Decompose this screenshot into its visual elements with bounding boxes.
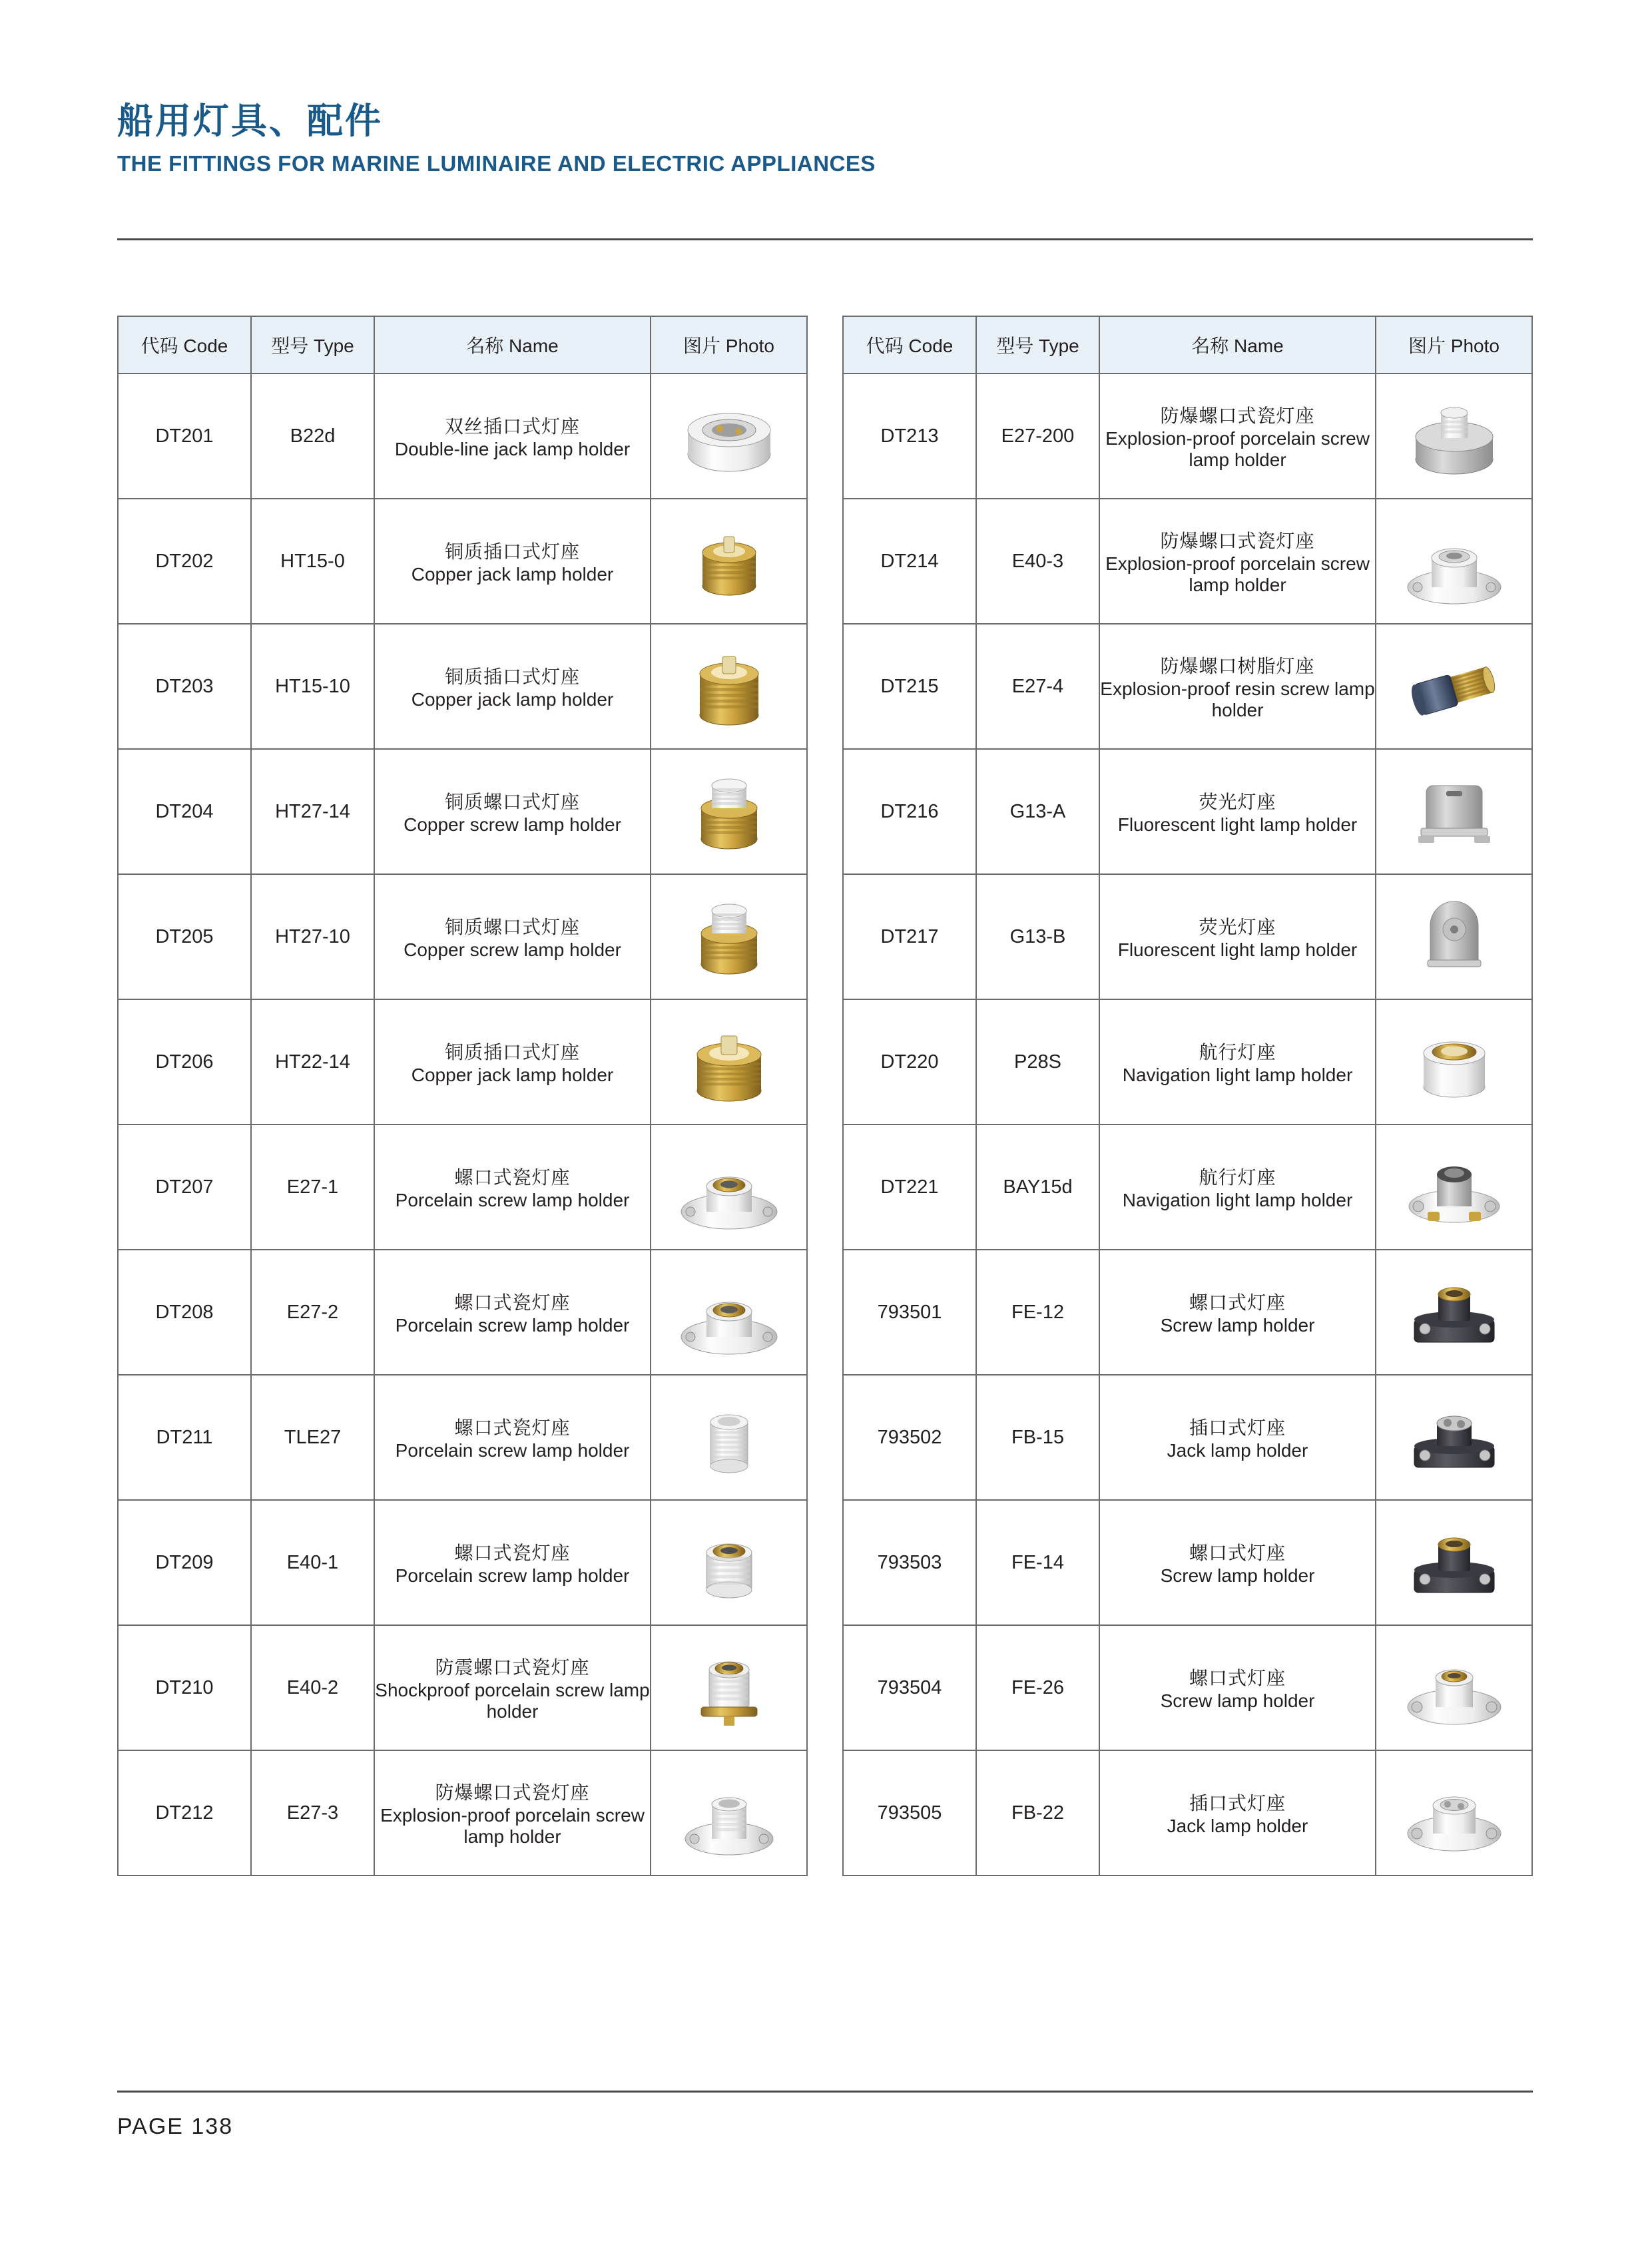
product-photo [651, 999, 807, 1124]
product-photo [651, 1375, 807, 1500]
product-photo [651, 499, 807, 624]
product-type: E27-200 [976, 374, 1099, 499]
page-title-cn: 船用灯具、配件 [117, 101, 383, 141]
table-row [843, 1375, 1532, 1500]
table-row [118, 1124, 807, 1250]
column-header-photo: 图片 Photo [651, 316, 807, 374]
product-name [374, 499, 651, 624]
product-name-en: Fluorescent light lamp holder [1117, 814, 1358, 835]
page-header [117, 100, 1535, 177]
lamp-holder-icon [1376, 374, 1531, 498]
product-photo [651, 624, 807, 749]
product-photo [1376, 1625, 1532, 1750]
table-row [118, 1250, 807, 1375]
table-row [843, 1250, 1532, 1375]
table-row [118, 499, 807, 624]
product-name-en: Screw lamp holder [1160, 1315, 1315, 1336]
product-name-cn: 螺口式瓷灯座 [454, 1543, 571, 1563]
product-code: 793503 [843, 1500, 976, 1625]
lamp-holder-icon [1376, 1125, 1531, 1249]
product-photo [651, 1500, 807, 1625]
table-row [118, 624, 807, 749]
product-name-cn: 螺口式灯座 [1189, 1668, 1286, 1688]
product-name-en: Navigation light lamp holder [1122, 1065, 1353, 1085]
product-type: FE-26 [976, 1625, 1099, 1750]
product-code: DT203 [118, 624, 251, 749]
lamp-holder-icon [651, 750, 806, 873]
lamp-holder-icon [1376, 1375, 1531, 1499]
product-name [1099, 1750, 1376, 1875]
product-code: DT217 [843, 874, 976, 999]
product-code: DT210 [118, 1625, 251, 1750]
table-row [118, 999, 807, 1124]
product-name [374, 624, 651, 749]
product-code: DT206 [118, 999, 251, 1124]
column-header-name: 名称 Name [374, 316, 651, 374]
lamp-holder-icon [1376, 1626, 1531, 1750]
product-name-en: Porcelain screw lamp holder [395, 1315, 630, 1336]
product-name [374, 1375, 651, 1500]
lamp-holder-icon [651, 1751, 806, 1875]
lamp-holder-icon [651, 1501, 806, 1624]
product-code: 793501 [843, 1250, 976, 1375]
product-name-cn: 航行灯座 [1199, 1167, 1276, 1188]
product-table-right [842, 316, 1533, 1876]
lamp-holder-icon [651, 1250, 806, 1374]
product-name-cn: 螺口式瓷灯座 [454, 1292, 571, 1313]
product-name [1099, 1375, 1376, 1500]
product-type: HT15-0 [251, 499, 374, 624]
product-name-en: Explosion-proof porcelain screw lamp holder [1105, 428, 1370, 470]
product-table-left [117, 316, 808, 1876]
product-code: DT216 [843, 749, 976, 874]
header-divider [117, 238, 1533, 240]
product-name-cn: 螺口式瓷灯座 [454, 1417, 571, 1438]
lamp-holder-icon [1376, 750, 1531, 873]
product-name-cn: 防爆螺口树脂灯座 [1160, 656, 1315, 676]
product-name-en: Porcelain screw lamp holder [395, 1565, 630, 1586]
product-name [1099, 624, 1376, 749]
product-name-en: Jack lamp holder [1167, 1440, 1308, 1461]
product-photo [1376, 1375, 1532, 1500]
product-name [374, 874, 651, 999]
product-photo [1376, 374, 1532, 499]
lamp-holder-icon [651, 875, 806, 999]
product-name-cn: 铜质螺口式灯座 [444, 792, 580, 812]
table-row [843, 1124, 1532, 1250]
table-row [118, 1750, 807, 1875]
product-name-en: Porcelain screw lamp holder [395, 1440, 630, 1461]
lamp-holder-icon [651, 374, 806, 498]
product-name-cn: 荧光灯座 [1199, 792, 1276, 812]
product-type: FB-15 [976, 1375, 1099, 1500]
lamp-holder-icon [1376, 1501, 1531, 1624]
product-name-cn: 铜质螺口式灯座 [444, 917, 580, 937]
product-name-cn: 插口式灯座 [1189, 1793, 1286, 1814]
product-photo [651, 1625, 807, 1750]
product-photo [651, 1750, 807, 1875]
product-code: DT202 [118, 499, 251, 624]
product-name [374, 1250, 651, 1375]
product-photo [1376, 874, 1532, 999]
product-name-en: Explosion-proof porcelain screw lamp holder [380, 1805, 645, 1847]
page-number: PAGE 138 [117, 2114, 234, 2139]
product-type: E27-2 [251, 1250, 374, 1375]
product-name [1099, 1124, 1376, 1250]
product-name-en: Screw lamp holder [1160, 1565, 1315, 1586]
column-header-code: 代码 Code [843, 316, 976, 374]
product-type: E40-3 [976, 499, 1099, 624]
product-name [1099, 499, 1376, 624]
product-name [374, 374, 651, 499]
table-row [843, 1625, 1532, 1750]
table-row [843, 1750, 1532, 1875]
product-type: P28S [976, 999, 1099, 1124]
column-header-photo: 图片 Photo [1376, 316, 1532, 374]
table-row [118, 374, 807, 499]
table-row [843, 624, 1532, 749]
product-code: DT209 [118, 1500, 251, 1625]
table-row [843, 999, 1532, 1124]
product-type: HT22-14 [251, 999, 374, 1124]
product-code: 793505 [843, 1750, 976, 1875]
product-code: DT207 [118, 1124, 251, 1250]
product-name [1099, 374, 1376, 499]
product-code: DT215 [843, 624, 976, 749]
product-name-cn: 螺口式灯座 [1189, 1543, 1286, 1563]
product-photo [651, 1250, 807, 1375]
product-name-cn: 双丝插口式灯座 [444, 416, 580, 437]
lamp-holder-icon [651, 1375, 806, 1499]
product-code: DT204 [118, 749, 251, 874]
product-name [374, 1500, 651, 1625]
product-name [374, 749, 651, 874]
product-type: HT27-10 [251, 874, 374, 999]
table-row [118, 749, 807, 874]
lamp-holder-icon [651, 499, 806, 623]
product-type: FE-14 [976, 1500, 1099, 1625]
product-code: 793502 [843, 1375, 976, 1500]
product-name-cn: 插口式灯座 [1189, 1417, 1286, 1438]
product-photo [1376, 749, 1532, 874]
column-header-code: 代码 Code [118, 316, 251, 374]
table-row [118, 1500, 807, 1625]
product-photo [1376, 499, 1532, 624]
product-name-en: Copper jack lamp holder [411, 1065, 614, 1085]
product-code: 793504 [843, 1625, 976, 1750]
product-type: E27-4 [976, 624, 1099, 749]
product-name-en: Jack lamp holder [1167, 1816, 1308, 1836]
product-name-en: Porcelain screw lamp holder [395, 1190, 630, 1210]
table-header-row [118, 316, 807, 374]
product-type: E27-3 [251, 1750, 374, 1875]
product-code: DT212 [118, 1750, 251, 1875]
product-name [374, 1124, 651, 1250]
column-header-type: 型号 Type [976, 316, 1099, 374]
product-name-en: Fluorescent light lamp holder [1117, 939, 1358, 960]
product-name-cn: 螺口式灯座 [1189, 1292, 1286, 1313]
table-row [843, 749, 1532, 874]
product-type: B22d [251, 374, 374, 499]
product-photo [1376, 999, 1532, 1124]
product-name [374, 1625, 651, 1750]
product-type: FB-22 [976, 1750, 1099, 1875]
lamp-holder-icon [1376, 624, 1531, 748]
product-type: FE-12 [976, 1250, 1099, 1375]
product-code: DT214 [843, 499, 976, 624]
product-type: TLE27 [251, 1375, 374, 1500]
product-type: E27-1 [251, 1124, 374, 1250]
product-code: DT221 [843, 1124, 976, 1250]
product-name [1099, 749, 1376, 874]
product-type: BAY15d [976, 1124, 1099, 1250]
product-tables [117, 316, 1533, 1876]
product-code: DT220 [843, 999, 976, 1124]
product-name-cn: 防震螺口式瓷灯座 [435, 1657, 590, 1678]
table-row [843, 374, 1532, 499]
lamp-holder-icon [1376, 875, 1531, 999]
product-photo [1376, 1250, 1532, 1375]
column-header-type: 型号 Type [251, 316, 374, 374]
lamp-holder-icon [1376, 1250, 1531, 1374]
product-type: E40-2 [251, 1625, 374, 1750]
product-name [374, 1750, 651, 1875]
column-header-name: 名称 Name [1099, 316, 1376, 374]
table-header-row [843, 316, 1532, 374]
product-name [1099, 874, 1376, 999]
lamp-holder-icon [651, 1000, 806, 1124]
lamp-holder-icon [1376, 1000, 1531, 1124]
product-name [1099, 1250, 1376, 1375]
product-type: G13-B [976, 874, 1099, 999]
product-photo [1376, 1124, 1532, 1250]
product-photo [651, 749, 807, 874]
product-name-cn: 螺口式瓷灯座 [454, 1167, 571, 1188]
product-type: G13-A [976, 749, 1099, 874]
product-name [1099, 1500, 1376, 1625]
product-type: HT15-10 [251, 624, 374, 749]
product-photo [1376, 1750, 1532, 1875]
table-row [118, 874, 807, 999]
lamp-holder-icon [651, 1125, 806, 1249]
product-code: DT201 [118, 374, 251, 499]
product-code: DT211 [118, 1375, 251, 1500]
product-type: HT27-14 [251, 749, 374, 874]
product-type: E40-1 [251, 1500, 374, 1625]
product-code: DT208 [118, 1250, 251, 1375]
product-name-en: Navigation light lamp holder [1122, 1190, 1353, 1210]
product-name-cn: 防爆螺口式瓷灯座 [435, 1782, 590, 1803]
product-name-cn: 铜质插口式灯座 [444, 666, 580, 687]
product-photo [1376, 1500, 1532, 1625]
product-photo [651, 1124, 807, 1250]
table-row [843, 874, 1532, 999]
lamp-holder-icon [651, 1626, 806, 1750]
product-name-en: Double-line jack lamp holder [394, 439, 631, 459]
table-row [118, 1625, 807, 1750]
product-name-en: Explosion-proof porcelain screw lamp holder [1105, 553, 1370, 595]
table-row [118, 1375, 807, 1500]
page-title-en: THE FITTINGS FOR MARINE LUMINAIRE AND ELECTRIC APPLIANCES [117, 150, 876, 176]
product-code: DT213 [843, 374, 976, 499]
product-name-en: Copper jack lamp holder [411, 689, 614, 710]
lamp-holder-icon [1376, 1751, 1531, 1875]
product-photo [651, 374, 807, 499]
lamp-holder-icon [1376, 499, 1531, 623]
product-name-en: Explosion-proof resin screw lamp holder [1100, 678, 1375, 720]
product-code: DT205 [118, 874, 251, 999]
table-row [843, 1500, 1532, 1625]
product-name-en: Copper screw lamp holder [404, 939, 621, 960]
lamp-holder-icon [651, 624, 806, 748]
product-name-cn: 防爆螺口式瓷灯座 [1160, 531, 1315, 551]
product-name-en: Copper screw lamp holder [404, 814, 621, 835]
product-name-cn: 航行灯座 [1199, 1042, 1276, 1063]
product-name-cn: 荧光灯座 [1199, 917, 1276, 937]
product-name [1099, 1625, 1376, 1750]
product-name-en: Shockproof porcelain screw lamp holder [375, 1680, 650, 1722]
product-name [1099, 999, 1376, 1124]
product-name-cn: 防爆螺口式瓷灯座 [1160, 405, 1315, 426]
product-name-cn: 铜质插口式灯座 [444, 1042, 580, 1063]
product-name [374, 999, 651, 1124]
product-name-cn: 铜质插口式灯座 [444, 541, 580, 562]
product-photo [651, 874, 807, 999]
product-name-en: Copper jack lamp holder [411, 564, 614, 585]
table-row [843, 499, 1532, 624]
footer-divider [117, 2091, 1533, 2093]
product-photo [1376, 624, 1532, 749]
product-name-en: Screw lamp holder [1160, 1690, 1315, 1711]
